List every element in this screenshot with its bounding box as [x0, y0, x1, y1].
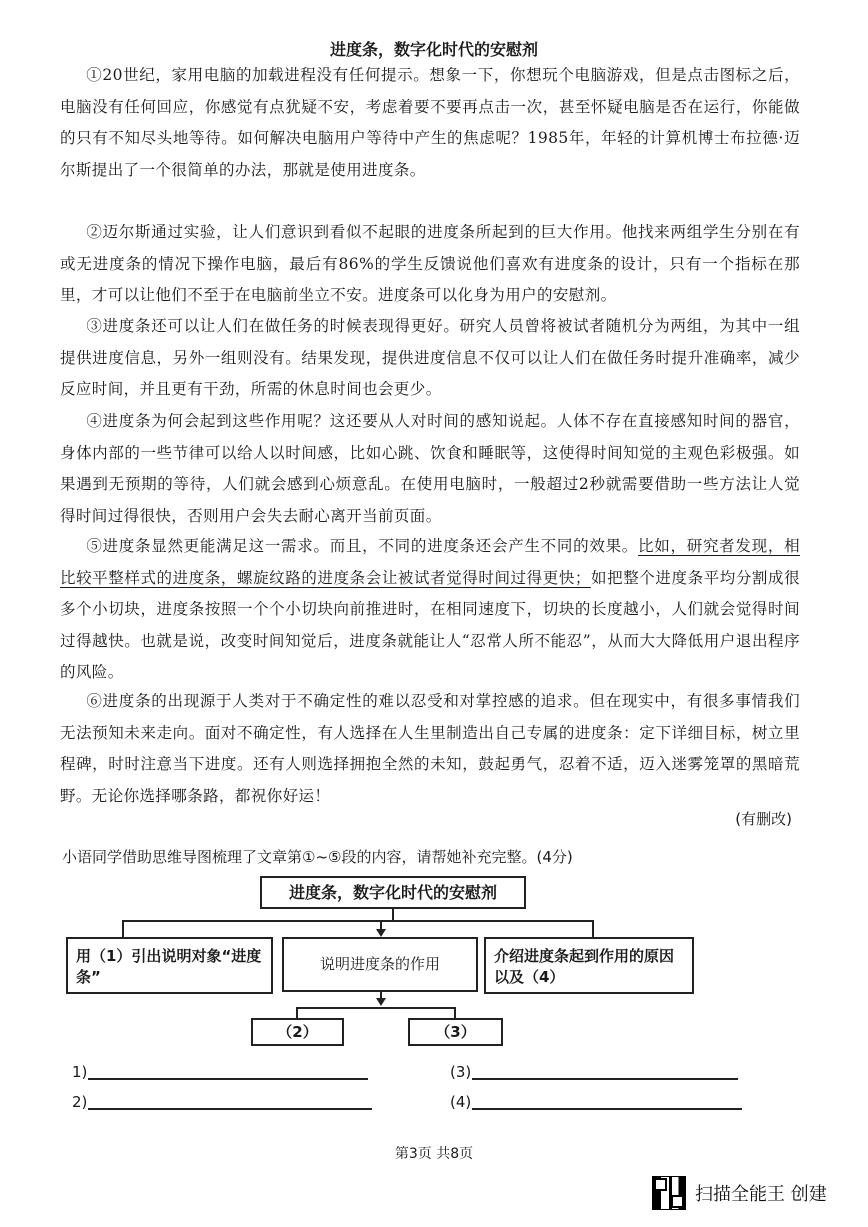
paragraph-4 [60, 406, 800, 532]
mindmap-connector [122, 920, 592, 922]
answer-2-field[interactable] [88, 1108, 372, 1110]
paragraph-1 [60, 60, 800, 186]
answer-1-label: 1) [72, 1063, 88, 1081]
paragraph-2 [60, 217, 800, 312]
article-title: 进度条，数字化时代的安慰剂 [329, 40, 538, 59]
paragraph-5-text-end: 如把整个进度条平均分割成很多个小切块，进度条按照一个个小切块向前推进时，在相同速度下，切块的长度越小，人们就会觉得时间过得越快。也就是说，改变时间知觉后，进度条就能让人“忍常人所不能忍”，从而大大降低用户退出程序的风险。 [60, 568, 801, 681]
answer-4-label: (4) [450, 1093, 472, 1111]
mindmap-left-box: 用（1）引出说明对象“进度条” [66, 937, 273, 994]
mindmap-connector [122, 920, 124, 937]
question-prompt: 小语同学借助思维导图梳理了文章第①~⑤段的内容，请帮她补充完整。(4分) [62, 848, 573, 866]
arrow-down-icon [376, 929, 386, 937]
mindmap-root-box: 进度条，数字化时代的安慰剂 [260, 876, 526, 909]
mindmap-connector [592, 920, 594, 937]
paragraph-1-text: ①20世纪，家用电脑的加载进程没有任何提示。想象一下，你想玩个电脑游戏，但是点击图标之后，电脑没有任何回应，你感觉有点犹疑不安，考虑着要不要再点击一次，甚至怀疑电脑是否在运行，你能做的只有不知尽头地等待。如何解决电脑用户等待中产生的焦虑呢？1985年，年轻的计算机博士布拉德·迈尔斯提出了一个很简单的办法，那就是使用进度条。 [60, 66, 800, 179]
mindmap-right-box: 介绍进度条起到作用的原因以及（4） [484, 937, 694, 994]
paragraph-3 [60, 311, 800, 406]
mindmap-blank-3-box: （3） [408, 1018, 503, 1046]
paragraph-5-underlined-text: 比如，研究者发现，相比较平整样式的进度条，螺旋纹路的进度条会让被试者觉得时间过得更快； [60, 537, 800, 587]
mindmap-connector [296, 1007, 456, 1009]
scanner-watermark: 扫描全能王 创建 [695, 1184, 827, 1205]
source-note: (有删改) [735, 810, 792, 828]
mindmap-connector [454, 1007, 456, 1018]
answer-2-label: 2) [72, 1093, 88, 1111]
mindmap-connector [296, 1007, 298, 1018]
paragraph-5 [60, 531, 800, 689]
answer-1-field[interactable] [88, 1078, 368, 1080]
paragraph-2-text: ②迈尔斯通过实验，让人们意识到看似不起眼的进度条所起到的巨大作用。他找来两组学生分别在有或无进度条的情况下操作电脑，最后有86%的学生反馈说他们喜欢有进度条的设计，只有一个指标在那里，才可以让他们不至于在电脑前坐立不安。进度条可以化身为用户的安慰剂。 [60, 223, 800, 304]
arrow-down-icon [376, 998, 386, 1006]
mindmap-blank-2-box: （2） [251, 1018, 344, 1046]
qr-code-icon [652, 1176, 686, 1210]
answer-4-field[interactable] [472, 1108, 742, 1110]
paragraph-5-text-start: ⑤进度条显然更能满足这一需求。而且，不同的进度条还会产生不同的效果。 [86, 537, 639, 555]
paragraph-3-text: ③进度条还可以让人们在做任务的时候表现得更好。研究人员曾将被试者随机分为两组，为其中一组提供进度信息，另外一组则没有。结果发现，提供进度信息不仅可以让人们在做任务时提升准确率，减少反应时间，并且更有干劲，所需的休息时间也会更少。 [60, 317, 800, 398]
paragraph-4-text: ④进度条为何会起到这些作用呢？这还要从人对时间的感知说起。人体不存在直接感知时间的器官，身体内部的一些节律可以给人以时间感，比如心跳、饮食和睡眠等，这使得时间知觉的主观色彩极强。如果遇到无预期的等待，人们就会感到心烦意乱。在使用电脑时，一般超过2秒就需要借助一些方法让人觉得时间过得很快，否则用户会失去耐心离开当前页面。 [60, 412, 800, 525]
answer-3-label: (3) [450, 1063, 472, 1081]
mindmap-middle-box: 说明进度条的作用 [282, 937, 478, 992]
page-number: 第3页 共8页 [394, 1146, 474, 1162]
paragraph-6-text: ⑥进度条的出现源于人类对于不确定性的难以忍受和对掌控感的追求。但在现实中，有很多事情我们无法预知未来走向。面对不确定性，有人选择在人生里制造出自己专属的进度条：定下详细目标，树立里程碑，时时注意当下进度。还有人则选择拥抱全然的未知，鼓起勇气，忍着不适，迈入迷雾笼罩的黑暗荒野。无论你选择哪条路，都祝你好运！ [60, 692, 800, 805]
paragraph-6 [60, 686, 800, 812]
answer-3-field[interactable] [472, 1078, 738, 1080]
